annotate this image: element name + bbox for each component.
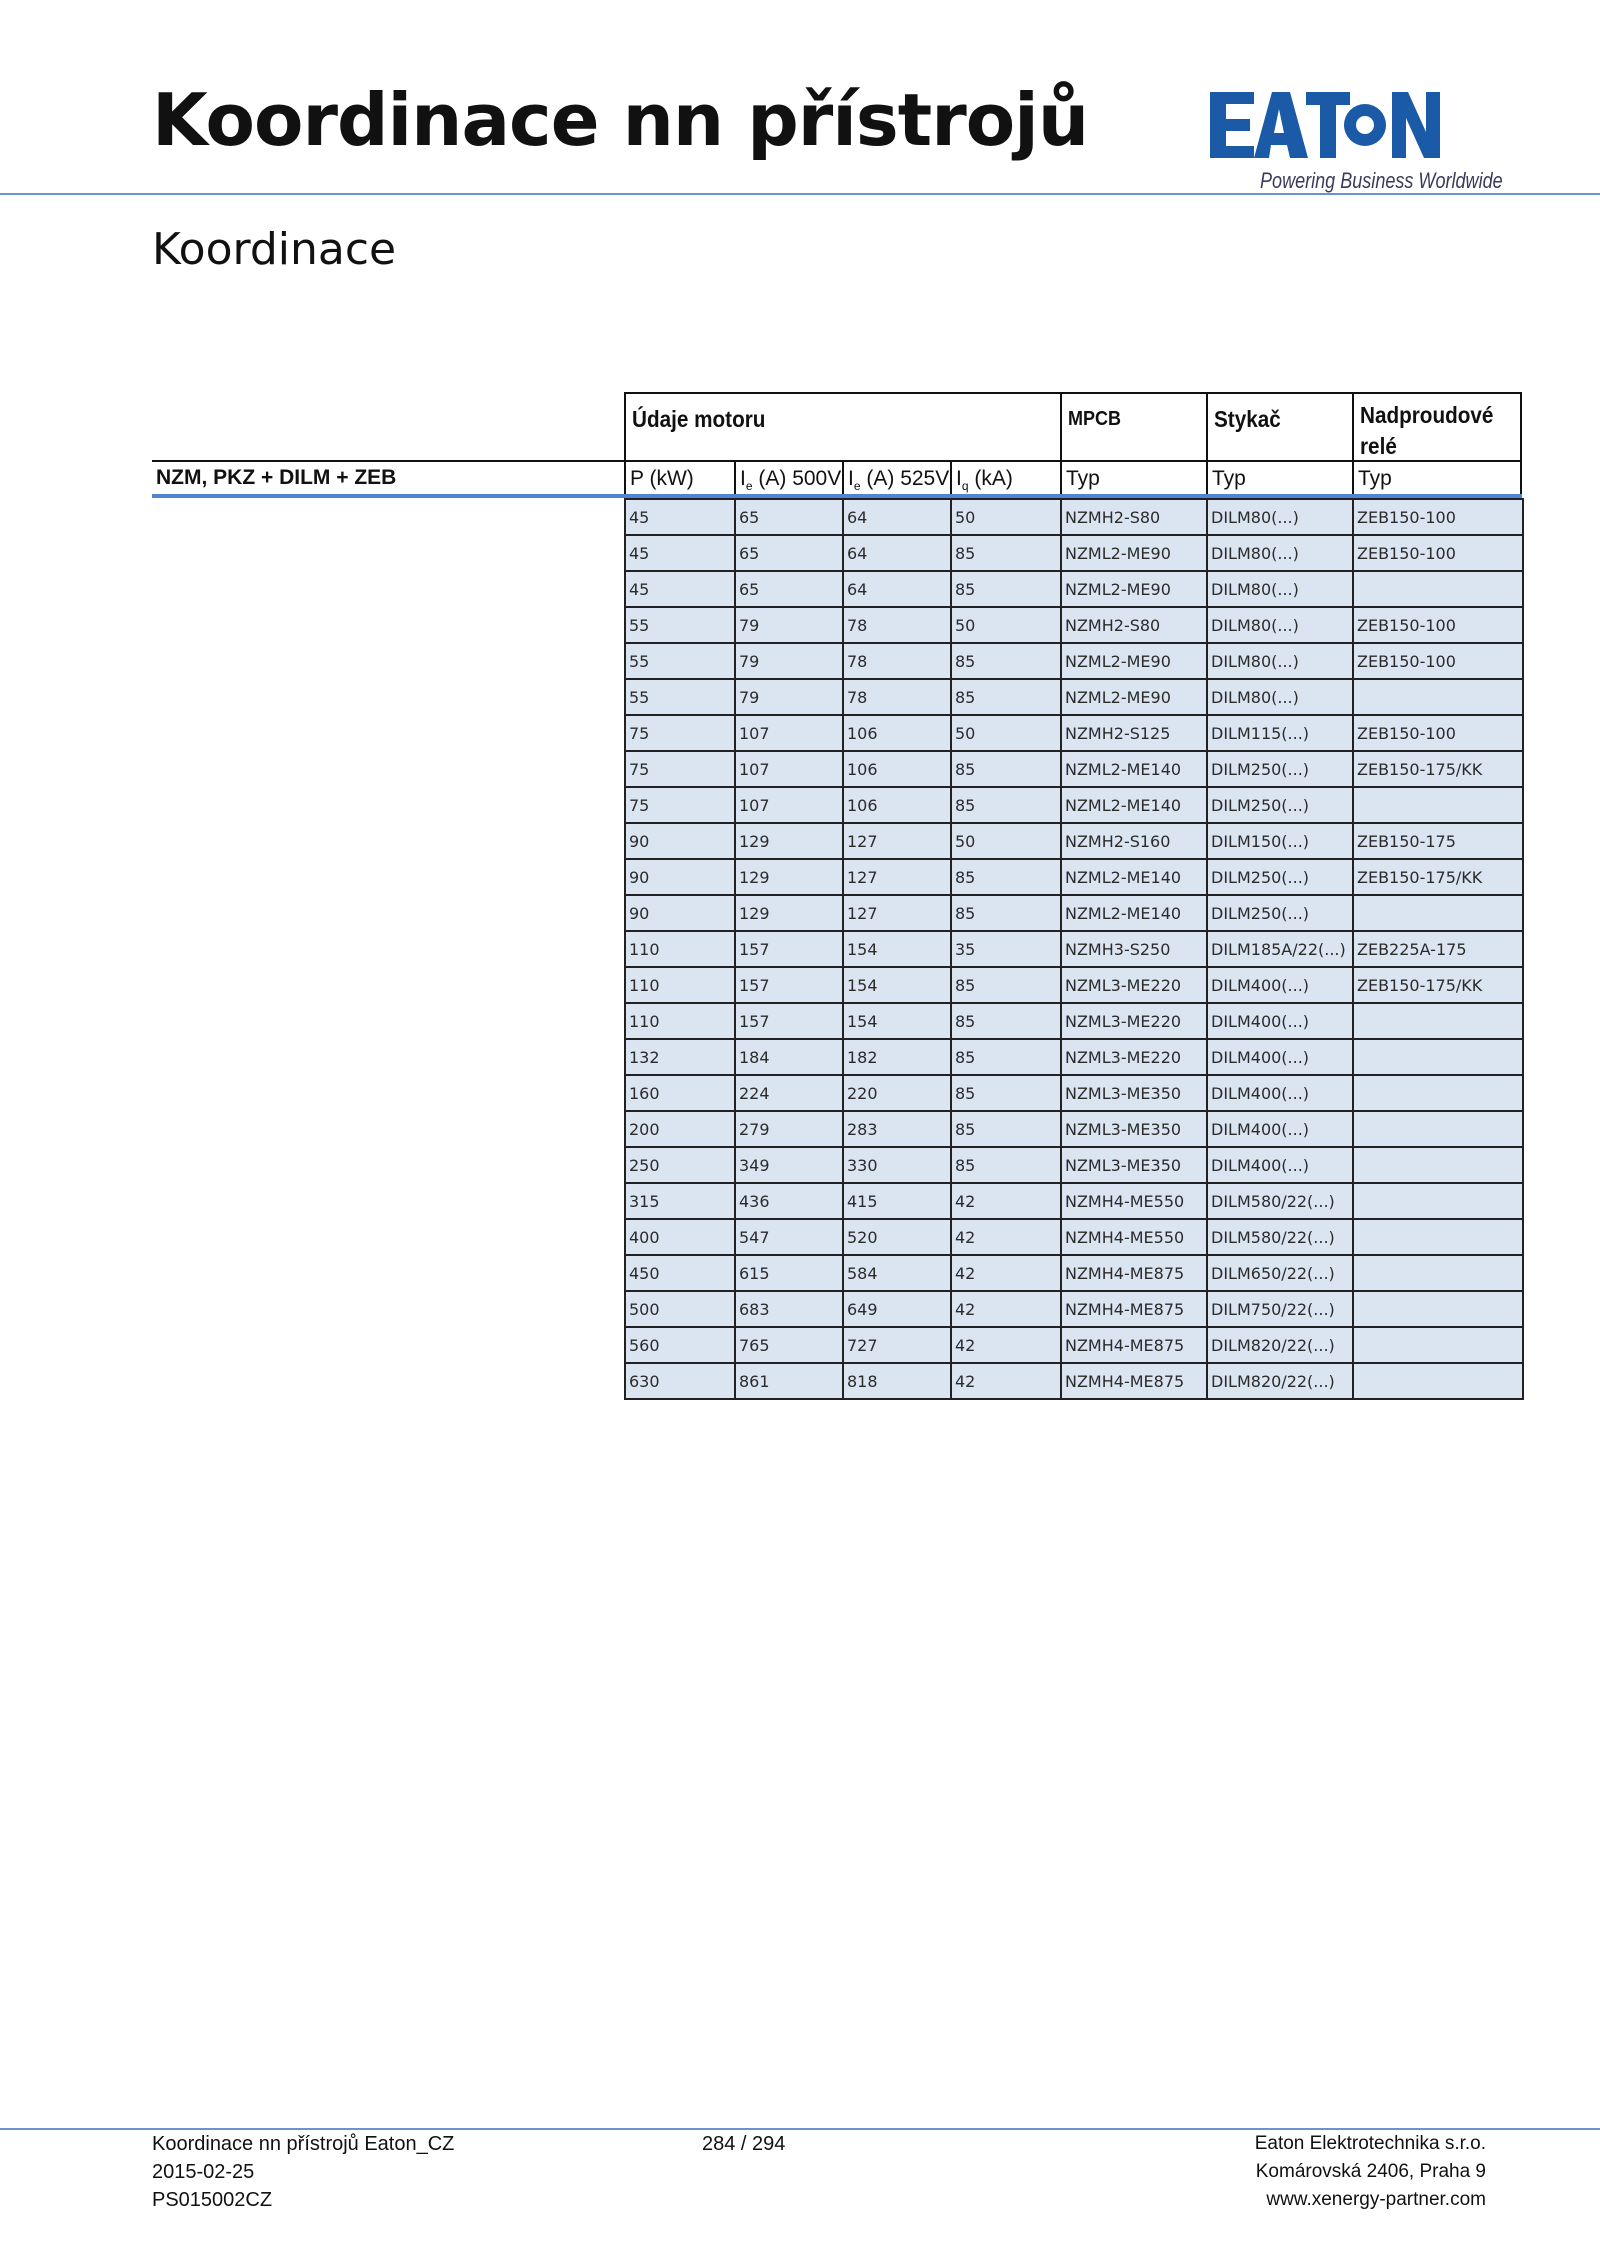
- cell-ie-525v: 584: [843, 1255, 951, 1291]
- cell-mpcb-type: NZMH2-S125: [1061, 715, 1207, 751]
- cell-ie-525v: 182: [843, 1039, 951, 1075]
- cell-relay-type: ZEB150-100: [1353, 499, 1523, 535]
- cell-contactor-type: DILM400(...): [1207, 1111, 1353, 1147]
- table-row: [625, 535, 1523, 571]
- relay-header-line2: relé: [1360, 433, 1397, 459]
- cell-power: 250: [625, 1147, 735, 1183]
- cell-mpcb-type: NZMH4-ME550: [1061, 1183, 1207, 1219]
- table-row: [625, 1111, 1523, 1147]
- cell-contactor-type: DILM80(...): [1207, 607, 1353, 643]
- cell-mpcb-type: NZML2-ME90: [1061, 535, 1207, 571]
- cell-mpcb-type: NZMH4-ME875: [1061, 1363, 1207, 1399]
- document-title: Koordinace nn přístrojů: [152, 78, 1089, 162]
- cell-ie-500v: 129: [735, 895, 843, 931]
- table-row: [625, 787, 1523, 823]
- cell-power: 110: [625, 1003, 735, 1039]
- column-header-contactor-type: Typ: [1206, 460, 1354, 496]
- column-header-mpcb-type: Typ: [1060, 460, 1208, 496]
- cell-power: 400: [625, 1219, 735, 1255]
- cell-relay-type: [1353, 1075, 1523, 1111]
- cell-power: 110: [625, 931, 735, 967]
- cell-iq: 85: [951, 1147, 1061, 1183]
- header-overload-relay: [1352, 392, 1522, 462]
- cell-relay-type: [1353, 1147, 1523, 1183]
- cell-ie-525v: 154: [843, 931, 951, 967]
- cell-power: 132: [625, 1039, 735, 1075]
- product-group-label: NZM, PKZ + DILM + ZEB: [156, 466, 397, 489]
- table-row: [625, 1291, 1523, 1327]
- cell-relay-type: ZEB150-175: [1353, 823, 1523, 859]
- cell-mpcb-type: NZML3-ME350: [1061, 1075, 1207, 1111]
- cell-ie-500v: 107: [735, 787, 843, 823]
- table-row: [625, 1183, 1523, 1219]
- cell-relay-type: [1353, 571, 1523, 607]
- cell-mpcb-type: NZMH2-S80: [1061, 499, 1207, 535]
- cell-iq: 50: [951, 607, 1061, 643]
- cell-ie-525v: 727: [843, 1327, 951, 1363]
- cell-mpcb-type: NZML2-ME140: [1061, 751, 1207, 787]
- cell-ie-500v: 349: [735, 1147, 843, 1183]
- table-row: [625, 571, 1523, 607]
- header-contactor: Stykač: [1206, 392, 1354, 462]
- table-row: [625, 859, 1523, 895]
- cell-contactor-type: DILM80(...): [1207, 571, 1353, 607]
- table-row: [625, 895, 1523, 931]
- cell-ie-500v: 107: [735, 715, 843, 751]
- cell-ie-525v: 78: [843, 679, 951, 715]
- cell-ie-525v: 818: [843, 1363, 951, 1399]
- footer-company: Eaton Elektrotechnika s.r.o.: [1254, 2133, 1486, 2154]
- cell-mpcb-type: NZMH2-S80: [1061, 607, 1207, 643]
- cell-mpcb-type: NZMH3-S250: [1061, 931, 1207, 967]
- cell-contactor-type: DILM400(...): [1207, 1039, 1353, 1075]
- header-mpcb: MPCB: [1060, 392, 1208, 462]
- cell-iq: 85: [951, 643, 1061, 679]
- cell-contactor-type: DILM250(...): [1207, 859, 1353, 895]
- cell-power: 500: [625, 1291, 735, 1327]
- table-row: [625, 1003, 1523, 1039]
- column-header-relay-type: Typ: [1352, 460, 1522, 496]
- cell-ie-525v: 78: [843, 643, 951, 679]
- group-label-rule: [152, 460, 624, 462]
- cell-power: 45: [625, 499, 735, 535]
- cell-ie-500v: 79: [735, 607, 843, 643]
- cell-relay-type: [1353, 895, 1523, 931]
- cell-ie-500v: 547: [735, 1219, 843, 1255]
- cell-contactor-type: DILM820/22(...): [1207, 1363, 1353, 1399]
- cell-contactor-type: DILM820/22(...): [1207, 1327, 1353, 1363]
- cell-mpcb-type: NZMH4-ME875: [1061, 1291, 1207, 1327]
- cell-power: 110: [625, 967, 735, 1003]
- column-header-power: P (kW): [624, 460, 736, 496]
- cell-contactor-type: DILM250(...): [1207, 895, 1353, 931]
- cell-power: 630: [625, 1363, 735, 1399]
- cell-ie-525v: 154: [843, 1003, 951, 1039]
- cell-ie-525v: 106: [843, 751, 951, 787]
- cell-power: 55: [625, 643, 735, 679]
- cell-ie-525v: 64: [843, 535, 951, 571]
- cell-relay-type: ZEB150-175/KK: [1353, 967, 1523, 1003]
- cell-ie-500v: 79: [735, 679, 843, 715]
- cell-ie-500v: 79: [735, 643, 843, 679]
- cell-power: 200: [625, 1111, 735, 1147]
- cell-mpcb-type: NZML2-ME140: [1061, 787, 1207, 823]
- cell-ie-525v: 415: [843, 1183, 951, 1219]
- cell-relay-type: [1353, 1039, 1523, 1075]
- footer-doc-code: PS015002CZ: [152, 2189, 273, 2211]
- cell-mpcb-type: NZML3-ME220: [1061, 1039, 1207, 1075]
- cell-ie-500v: 129: [735, 859, 843, 895]
- cell-relay-type: [1353, 1183, 1523, 1219]
- cell-mpcb-type: NZML3-ME220: [1061, 967, 1207, 1003]
- header-motor-data: Údaje motoru: [624, 392, 1062, 462]
- cell-ie-525v: 78: [843, 607, 951, 643]
- cell-ie-525v: 106: [843, 715, 951, 751]
- cell-iq: 85: [951, 1075, 1061, 1111]
- cell-relay-type: [1353, 787, 1523, 823]
- table-row: [625, 1219, 1523, 1255]
- table-row: [625, 643, 1523, 679]
- table-row: [625, 1147, 1523, 1183]
- cell-relay-type: [1353, 1111, 1523, 1147]
- cell-relay-type: ZEB150-100: [1353, 535, 1523, 571]
- cell-iq: 85: [951, 535, 1061, 571]
- cell-iq: 50: [951, 715, 1061, 751]
- cell-power: 90: [625, 859, 735, 895]
- cell-contactor-type: DILM750/22(...): [1207, 1291, 1353, 1327]
- coordination-table-body: [625, 499, 1523, 1399]
- cell-relay-type: [1353, 679, 1523, 715]
- cell-iq: 42: [951, 1363, 1061, 1399]
- table-row: [625, 679, 1523, 715]
- cell-power: 560: [625, 1327, 735, 1363]
- cell-relay-type: ZEB150-175/KK: [1353, 751, 1523, 787]
- cell-mpcb-type: NZML3-ME350: [1061, 1111, 1207, 1147]
- cell-contactor-type: DILM400(...): [1207, 1003, 1353, 1039]
- table-row: [625, 931, 1523, 967]
- footer-doc-name: Koordinace nn přístrojů Eaton_CZ: [152, 2133, 455, 2155]
- cell-iq: 42: [951, 1291, 1061, 1327]
- cell-ie-525v: 127: [843, 859, 951, 895]
- cell-ie-525v: 283: [843, 1111, 951, 1147]
- table-row: [625, 715, 1523, 751]
- cell-relay-type: [1353, 1363, 1523, 1399]
- table-row: [625, 607, 1523, 643]
- cell-ie-500v: 224: [735, 1075, 843, 1111]
- cell-ie-525v: 64: [843, 499, 951, 535]
- cell-mpcb-type: NZML2-ME90: [1061, 679, 1207, 715]
- table-row: [625, 823, 1523, 859]
- footer-page-number: 284 / 294: [702, 2133, 786, 2155]
- cell-ie-500v: 107: [735, 751, 843, 787]
- cell-contactor-type: DILM580/22(...): [1207, 1183, 1353, 1219]
- cell-relay-type: ZEB150-100: [1353, 715, 1523, 751]
- cell-power: 55: [625, 607, 735, 643]
- cell-contactor-type: DILM250(...): [1207, 751, 1353, 787]
- cell-relay-type: ZEB150-100: [1353, 607, 1523, 643]
- cell-contactor-type: DILM400(...): [1207, 967, 1353, 1003]
- relay-header-line1: Nadproudové: [1360, 402, 1494, 428]
- table-row: [625, 1075, 1523, 1111]
- cell-iq: 85: [951, 571, 1061, 607]
- cell-power: 90: [625, 895, 735, 931]
- logo-tagline: Powering Business Worldwide: [1260, 168, 1503, 193]
- cell-iq: 42: [951, 1219, 1061, 1255]
- cell-power: 315: [625, 1183, 735, 1219]
- cell-ie-500v: 615: [735, 1255, 843, 1291]
- cell-iq: 42: [951, 1255, 1061, 1291]
- cell-iq: 85: [951, 967, 1061, 1003]
- cell-ie-500v: 157: [735, 931, 843, 967]
- cell-power: 75: [625, 715, 735, 751]
- cell-mpcb-type: NZML2-ME90: [1061, 571, 1207, 607]
- footer-left: [152, 2130, 454, 2214]
- cell-iq: 50: [951, 499, 1061, 535]
- coordination-table: [624, 498, 1524, 1400]
- cell-ie-500v: 184: [735, 1039, 843, 1075]
- cell-iq: 85: [951, 751, 1061, 787]
- table-row: [625, 1363, 1523, 1399]
- footer-address: Komárovská 2406, Praha 9: [1255, 2161, 1486, 2182]
- cell-ie-525v: 649: [843, 1291, 951, 1327]
- cell-ie-500v: 129: [735, 823, 843, 859]
- cell-contactor-type: DILM80(...): [1207, 643, 1353, 679]
- cell-ie-525v: 154: [843, 967, 951, 1003]
- cell-ie-500v: 683: [735, 1291, 843, 1327]
- table-row: [625, 499, 1523, 535]
- cell-contactor-type: DILM80(...): [1207, 679, 1353, 715]
- cell-iq: 85: [951, 895, 1061, 931]
- column-header-ie-500v: $I_e$ (A) 500V: [734, 460, 844, 496]
- footer-right: [1255, 2130, 1486, 2214]
- cell-iq: 42: [951, 1327, 1061, 1363]
- cell-mpcb-type: NZML2-ME140: [1061, 895, 1207, 931]
- cell-iq: 85: [951, 787, 1061, 823]
- header-divider: [0, 193, 1600, 195]
- cell-ie-500v: 157: [735, 967, 843, 1003]
- cell-ie-525v: 106: [843, 787, 951, 823]
- table-row: [625, 1039, 1523, 1075]
- cell-ie-500v: 436: [735, 1183, 843, 1219]
- cell-relay-type: [1353, 1327, 1523, 1363]
- footer-date: 2015-02-25: [152, 2161, 255, 2183]
- table-row: [625, 1255, 1523, 1291]
- cell-iq: 35: [951, 931, 1061, 967]
- cell-mpcb-type: NZMH4-ME875: [1061, 1255, 1207, 1291]
- cell-contactor-type: DILM650/22(...): [1207, 1255, 1353, 1291]
- cell-contactor-type: DILM250(...): [1207, 787, 1353, 823]
- footer-website: www.xenergy-partner.com: [1266, 2189, 1486, 2210]
- cell-iq: 42: [951, 1183, 1061, 1219]
- cell-contactor-type: DILM185A/22(...): [1207, 931, 1353, 967]
- cell-ie-525v: 220: [843, 1075, 951, 1111]
- cell-contactor-type: DILM150(...): [1207, 823, 1353, 859]
- cell-relay-type: [1353, 1219, 1523, 1255]
- table-row: [625, 751, 1523, 787]
- column-header-ie-525v: $I_e$ (A) 525V: [842, 460, 952, 496]
- cell-contactor-type: DILM400(...): [1207, 1147, 1353, 1183]
- cell-ie-525v: 127: [843, 895, 951, 931]
- cell-contactor-type: DILM580/22(...): [1207, 1219, 1353, 1255]
- cell-relay-type: [1353, 1003, 1523, 1039]
- cell-mpcb-type: NZMH4-ME550: [1061, 1219, 1207, 1255]
- cell-iq: 85: [951, 1111, 1061, 1147]
- cell-ie-525v: 127: [843, 823, 951, 859]
- eaton-logo: [1210, 92, 1526, 192]
- table-row: [625, 1327, 1523, 1363]
- cell-relay-type: [1353, 1291, 1523, 1327]
- cell-iq: 85: [951, 1003, 1061, 1039]
- section-title: Koordinace: [152, 224, 397, 275]
- cell-mpcb-type: NZML3-ME350: [1061, 1147, 1207, 1183]
- cell-ie-500v: 279: [735, 1111, 843, 1147]
- cell-contactor-type: DILM80(...): [1207, 499, 1353, 535]
- eaton-wordmark: [1210, 92, 1440, 158]
- cell-power: 450: [625, 1255, 735, 1291]
- cell-power: 55: [625, 679, 735, 715]
- cell-mpcb-type: NZMH2-S160: [1061, 823, 1207, 859]
- cell-power: 75: [625, 787, 735, 823]
- cell-relay-type: ZEB150-100: [1353, 643, 1523, 679]
- cell-ie-525v: 330: [843, 1147, 951, 1183]
- cell-mpcb-type: NZML3-ME220: [1061, 1003, 1207, 1039]
- cell-ie-500v: 65: [735, 571, 843, 607]
- cell-power: 75: [625, 751, 735, 787]
- cell-ie-500v: 765: [735, 1327, 843, 1363]
- cell-power: 160: [625, 1075, 735, 1111]
- cell-ie-525v: 520: [843, 1219, 951, 1255]
- cell-contactor-type: DILM80(...): [1207, 535, 1353, 571]
- cell-iq: 85: [951, 859, 1061, 895]
- cell-iq: 85: [951, 1039, 1061, 1075]
- cell-iq: 50: [951, 823, 1061, 859]
- cell-ie-500v: 157: [735, 1003, 843, 1039]
- cell-contactor-type: DILM400(...): [1207, 1075, 1353, 1111]
- cell-ie-525v: 64: [843, 571, 951, 607]
- cell-ie-500v: 861: [735, 1363, 843, 1399]
- cell-ie-500v: 65: [735, 535, 843, 571]
- cell-ie-500v: 65: [735, 499, 843, 535]
- cell-contactor-type: DILM115(...): [1207, 715, 1353, 751]
- cell-mpcb-type: NZML2-ME90: [1061, 643, 1207, 679]
- table-row: [625, 967, 1523, 1003]
- cell-relay-type: ZEB225A-175: [1353, 931, 1523, 967]
- cell-iq: 85: [951, 679, 1061, 715]
- cell-power: 90: [625, 823, 735, 859]
- cell-mpcb-type: NZMH4-ME875: [1061, 1327, 1207, 1363]
- cell-relay-type: [1353, 1255, 1523, 1291]
- cell-relay-type: ZEB150-175/KK: [1353, 859, 1523, 895]
- cell-power: 45: [625, 535, 735, 571]
- cell-power: 45: [625, 571, 735, 607]
- column-header-iq: $I_q$ (kA): [950, 460, 1062, 496]
- cell-mpcb-type: NZML2-ME140: [1061, 859, 1207, 895]
